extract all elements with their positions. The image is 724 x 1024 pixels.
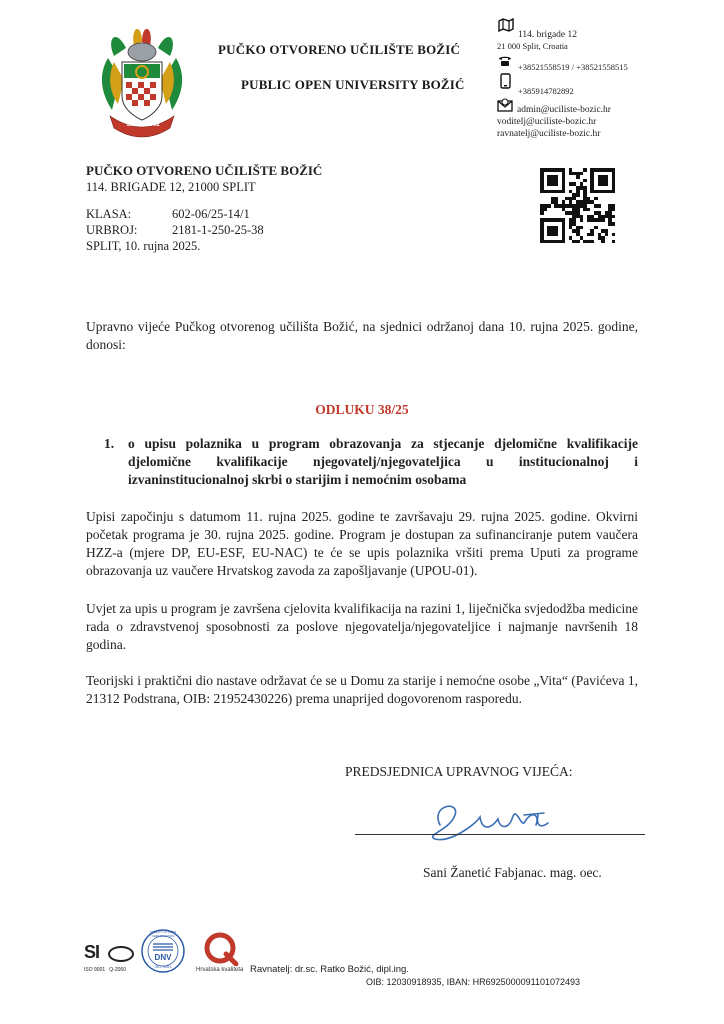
phone-icon: [498, 54, 512, 68]
sender-block: [86, 163, 322, 195]
paragraph-conditions: Uvjet za upis u program je završena cjelovita kvalifikacija na razini 1, liječnička svjedodžba medicine rada o zdravstvenoj sposobnosti za poslove njegovatelja/njegovateljice i najmanje navršenih 18 godina.: [86, 601, 638, 652]
phone-numbers: +38521558519 / +38521558515: [518, 62, 628, 72]
signature-name: Sani Žanetić Fabjanac. mag. oec.: [423, 865, 602, 880]
address-line1: 114. brigade 12: [518, 30, 578, 40]
email-admin[interactable]: admin@uciliste-bozic.hr: [517, 105, 611, 115]
logo-ribbon-text: SINCE 2002: [126, 122, 160, 128]
email-icon: [497, 98, 511, 112]
dnv-cert-label: DNV: [154, 953, 172, 962]
item-text: o upisu polaznika u program obrazovanja za stjecanje djelomične kvalifikacije djelomične kvalifikacije njegovatelj/njegovateljica u institucionalnoj i izvaninstitucionalnoj skrbi o starijim i nemoćnim osobama: [128, 436, 638, 487]
mobile-icon: [500, 73, 514, 87]
qr-code[interactable]: [540, 168, 615, 243]
sender-name: PUČKO OTVORENO UČILIŠTE BOŽIĆ: [86, 163, 323, 178]
si-cert-logo: [84, 942, 132, 976]
dnv-cert-logo: [140, 928, 186, 974]
paragraph-enrollment: Upisi započinju s datumom 11. rujna 2025. godine te završavaju 29. rujna 2025. godine. Okvirni početak programa je 30. rujna 2025. godine. Program je dostupan za sufinanciranje putem vaučera HZZ-a (mjere DP, EU-ESF, EU-NAC) te će se upis polaznika vršiti prema Uputi za programe obrazovanja uz vaučere Hrvatskog zavoda za zapošljavanje (UPOU-01).: [86, 509, 638, 578]
handwritten-signature: [420, 795, 560, 845]
hrvatska-kvaliteta-label: Hrvatska kvaliteta: [196, 967, 244, 973]
header-title-hr: PUČKO OTVORENO UČILIŠTE BOŽIĆ: [218, 42, 461, 57]
footer-oib-iban: OIB: 12030918935, IBAN: HR6925000091101072493: [366, 977, 581, 987]
email-voditelj[interactable]: voditelj@uciliste-bozic.hr: [497, 117, 597, 127]
paragraph-location: Teorijski i praktični dio nastave održavat će se u Domu za starije i nemoćne osobe „Vita“ (Pavićeva 1, 21312 Podstrana, OIB: 21952430226) prema unaprijed dogovorenom rasporedu.: [86, 673, 638, 706]
sender-address: 114. BRIGADE 12, 21000 SPLIT: [86, 180, 256, 194]
map-icon: [498, 18, 512, 32]
klasa-label: KLASA:: [86, 207, 132, 221]
dnv-cert-top: QUALITY SYSTEM CERTIFICATION: [150, 930, 176, 938]
si-cert-letters: SI: [84, 942, 100, 962]
mobile-number: +385914782892: [518, 86, 574, 96]
item-number: 1.: [104, 436, 115, 451]
qr-module: [612, 240, 616, 244]
header-title-en: PUBLIC OPEN UNIVERSITY BOŽIĆ: [241, 77, 465, 92]
address-line2: 21 000 Split, Croatia: [497, 41, 568, 51]
signature-role: PREDSJEDNICA UPRAVNOG VIJEĆA:: [345, 764, 573, 779]
urbroj-value: 2181-1-250-25-38: [172, 223, 264, 237]
dnv-cert-code: ISO 9001: [154, 964, 172, 969]
place-date: SPLIT, 10. rujna 2025.: [86, 239, 201, 253]
email-ravnatelj[interactable]: ravnatelj@uciliste-bozic.hr: [497, 129, 601, 139]
footer-director: Ravnatelj: dr.sc. Ratko Božić, dipl.ing.: [250, 964, 409, 975]
intro-paragraph: Upravno vijeće Pučkog otvorenog učilišta Božić, na sjednici održanoj dana 10. rujna 2025. godine, donosi:: [86, 319, 638, 352]
si-cert-codes: ISO 9001 Q-2060: [84, 967, 126, 973]
signature-line: [355, 834, 645, 835]
school-logo: [96, 18, 188, 140]
urbroj-label: URBROJ:: [86, 223, 138, 237]
decision-title: ODLUKU 38/25: [315, 402, 409, 417]
klasa-value: 602-06/25-14/1: [172, 207, 250, 221]
reference-block: [86, 206, 264, 254]
hrvatska-kvaliteta-logo: [196, 932, 252, 978]
